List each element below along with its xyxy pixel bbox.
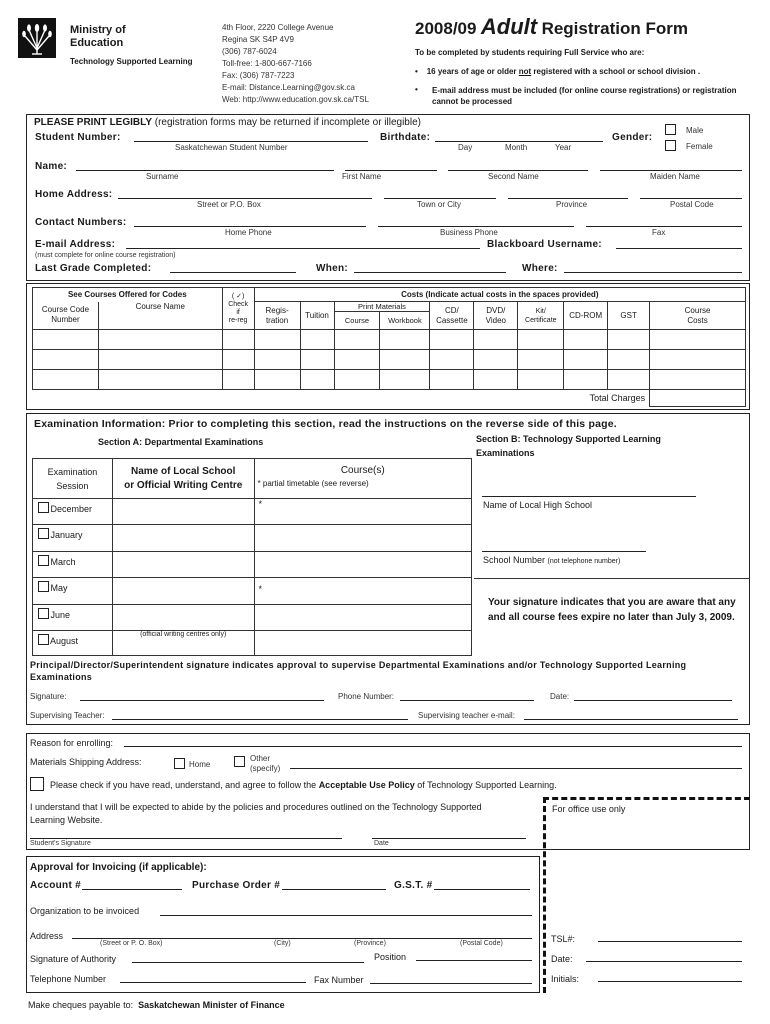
business-phone-field[interactable] [378, 226, 574, 227]
bullet-age: • 16 years of age or older not registered with a school or school division . [415, 67, 701, 76]
province-field[interactable] [508, 198, 628, 199]
office-date-field[interactable] [586, 961, 742, 962]
blackboard-label: Blackboard Username: [487, 239, 602, 250]
maiden-name-field[interactable] [600, 170, 742, 171]
school-number-field[interactable] [482, 551, 646, 552]
course-row[interactable] [33, 330, 746, 350]
organization-field[interactable] [160, 915, 532, 916]
home-shipping-checkbox[interactable] [174, 758, 185, 769]
bullet-email: • [415, 85, 418, 94]
student-number-field[interactable] [134, 141, 368, 142]
invoicing-section [26, 856, 540, 993]
gender-label: Gender: [612, 132, 653, 143]
exam-session-december[interactable]: December [33, 499, 113, 525]
exam-session-august[interactable]: August [33, 631, 113, 656]
blackboard-field[interactable] [616, 248, 742, 249]
invoice-address-field[interactable] [72, 938, 532, 939]
town-field[interactable] [384, 198, 496, 199]
section-a-heading: Section A: Departmental Examinations [98, 437, 264, 447]
initials-field[interactable] [598, 981, 742, 982]
male-checkbox[interactable] [665, 124, 676, 135]
total-charges-field[interactable] [650, 390, 746, 407]
student-signature-field[interactable] [30, 838, 342, 839]
contact-label: Contact Numbers: [35, 217, 127, 228]
fax-field[interactable] [586, 226, 742, 227]
gst-field[interactable] [434, 889, 530, 890]
form-title: 2008/09 Adult Registration Form [415, 14, 688, 39]
course-table: See Courses Offered for Codes ( ✓) Check if re-reg Costs (Indicate actual costs in the spaces provided) Course Code Number Course Name Regis- tration Tuition Print Materials CD/ Cassette DVD/ Video Kit/ Certificate CD-ROM GST Course Costs Course Workbook Total Charges [32, 287, 746, 407]
when-label: When: [316, 263, 349, 274]
aup-checkbox[interactable] [30, 777, 44, 791]
exam-session-march[interactable]: March [33, 552, 113, 578]
birthdate-label: Birthdate: [380, 132, 431, 143]
name-label: Name: [35, 161, 68, 172]
intro-text: To be completed by students requiring Full Service who are: [415, 48, 645, 57]
when-field[interactable] [354, 272, 506, 273]
office-use-box [543, 797, 750, 993]
course-row[interactable] [33, 350, 746, 370]
email-field[interactable] [126, 248, 480, 249]
home-phone-field[interactable] [134, 226, 366, 227]
position-field[interactable] [416, 960, 532, 961]
postal-field[interactable] [640, 198, 742, 199]
wheat-sheaf-icon [18, 18, 56, 58]
where-label: Where: [522, 263, 558, 274]
ministry-name: Ministry of Education [70, 24, 126, 49]
street-field[interactable] [118, 198, 372, 199]
ministry-logo [18, 18, 56, 58]
last-grade-label: Last Grade Completed: [35, 263, 152, 274]
first-name-field[interactable] [345, 170, 437, 171]
print-legibly: PLEASE PRINT LEGIBLY (registration forms may be returned if incomplete or illegible) [34, 117, 421, 128]
exam-session-june[interactable]: June [33, 605, 113, 631]
student-date-field[interactable] [372, 838, 526, 839]
principal-date-field[interactable] [574, 700, 732, 701]
contact-address: 4th Floor, 2220 College Avenue Regina SK S4P 4V9 (306) 787-6024 Toll-free: 1-800-667-7166 Fax: (306) 787-7223 E-mail: Distance.Learning@gov.sk.ca Web: http://www.education.gov.sk.ca/TSL [222, 23, 369, 104]
other-shipping-field[interactable] [290, 768, 742, 769]
section-b-heading: Section B: Technology Supported Learning Examinations [476, 434, 661, 458]
fax-number-field[interactable] [370, 983, 532, 984]
principal-note: Principal/Director/Superintendent signature indicates approval to supervise Departmental Examinations and/or Technology Supported Learning Examinations [30, 660, 687, 682]
supervising-email-field[interactable] [524, 719, 738, 720]
account-field[interactable] [82, 889, 182, 890]
exam-heading: Examination Information: Prior to completing this section, read the instructions on the reverse side of this page. [34, 418, 617, 430]
home-address-label: Home Address: [35, 189, 113, 200]
fee-expiry-note: Your signature indicates that you are aware that any and all course fees expire no later than July 3, 2009. [488, 597, 736, 623]
cheques-note: Make cheques payable to: Saskatchewan Minister of Finance [28, 1000, 285, 1010]
phone-number-field[interactable] [400, 700, 534, 701]
other-shipping-checkbox[interactable] [234, 756, 245, 767]
supervising-teacher-field[interactable] [112, 719, 408, 720]
where-field[interactable] [564, 272, 742, 273]
tsl-number-field[interactable] [598, 941, 742, 942]
local-high-school-field[interactable] [482, 496, 696, 497]
last-grade-field[interactable] [170, 272, 296, 273]
female-checkbox[interactable] [665, 140, 676, 151]
purchase-order-field[interactable] [282, 889, 386, 890]
re-reg-header: ( ✓) Check if re-reg [222, 288, 254, 330]
reason-field[interactable] [124, 746, 742, 747]
birthdate-field[interactable] [435, 141, 603, 142]
telephone-field[interactable] [120, 982, 306, 983]
aup-text: Please check if you have read, understand, and agree to follow the Acceptable Use Policy of Technology Supported Learning. [50, 780, 557, 790]
exam-session-january[interactable]: January [33, 525, 113, 552]
exam-session-may[interactable]: May [33, 578, 113, 605]
second-name-field[interactable] [448, 170, 588, 171]
email-label: E-mail Address: [35, 239, 116, 250]
student-number-label: Student Number: [35, 132, 121, 143]
course-row[interactable] [33, 370, 746, 390]
unit-name: Technology Supported Learning [70, 57, 193, 66]
exam-table: Examination Session Name of Local School or Official Writing Centre Course(s) * partial timetable (see reverse) December * January March May * June August (official writing centres only) [32, 458, 472, 656]
principal-signature-field[interactable] [80, 700, 324, 701]
authority-signature-field[interactable] [132, 962, 364, 963]
surname-field[interactable] [76, 170, 334, 171]
